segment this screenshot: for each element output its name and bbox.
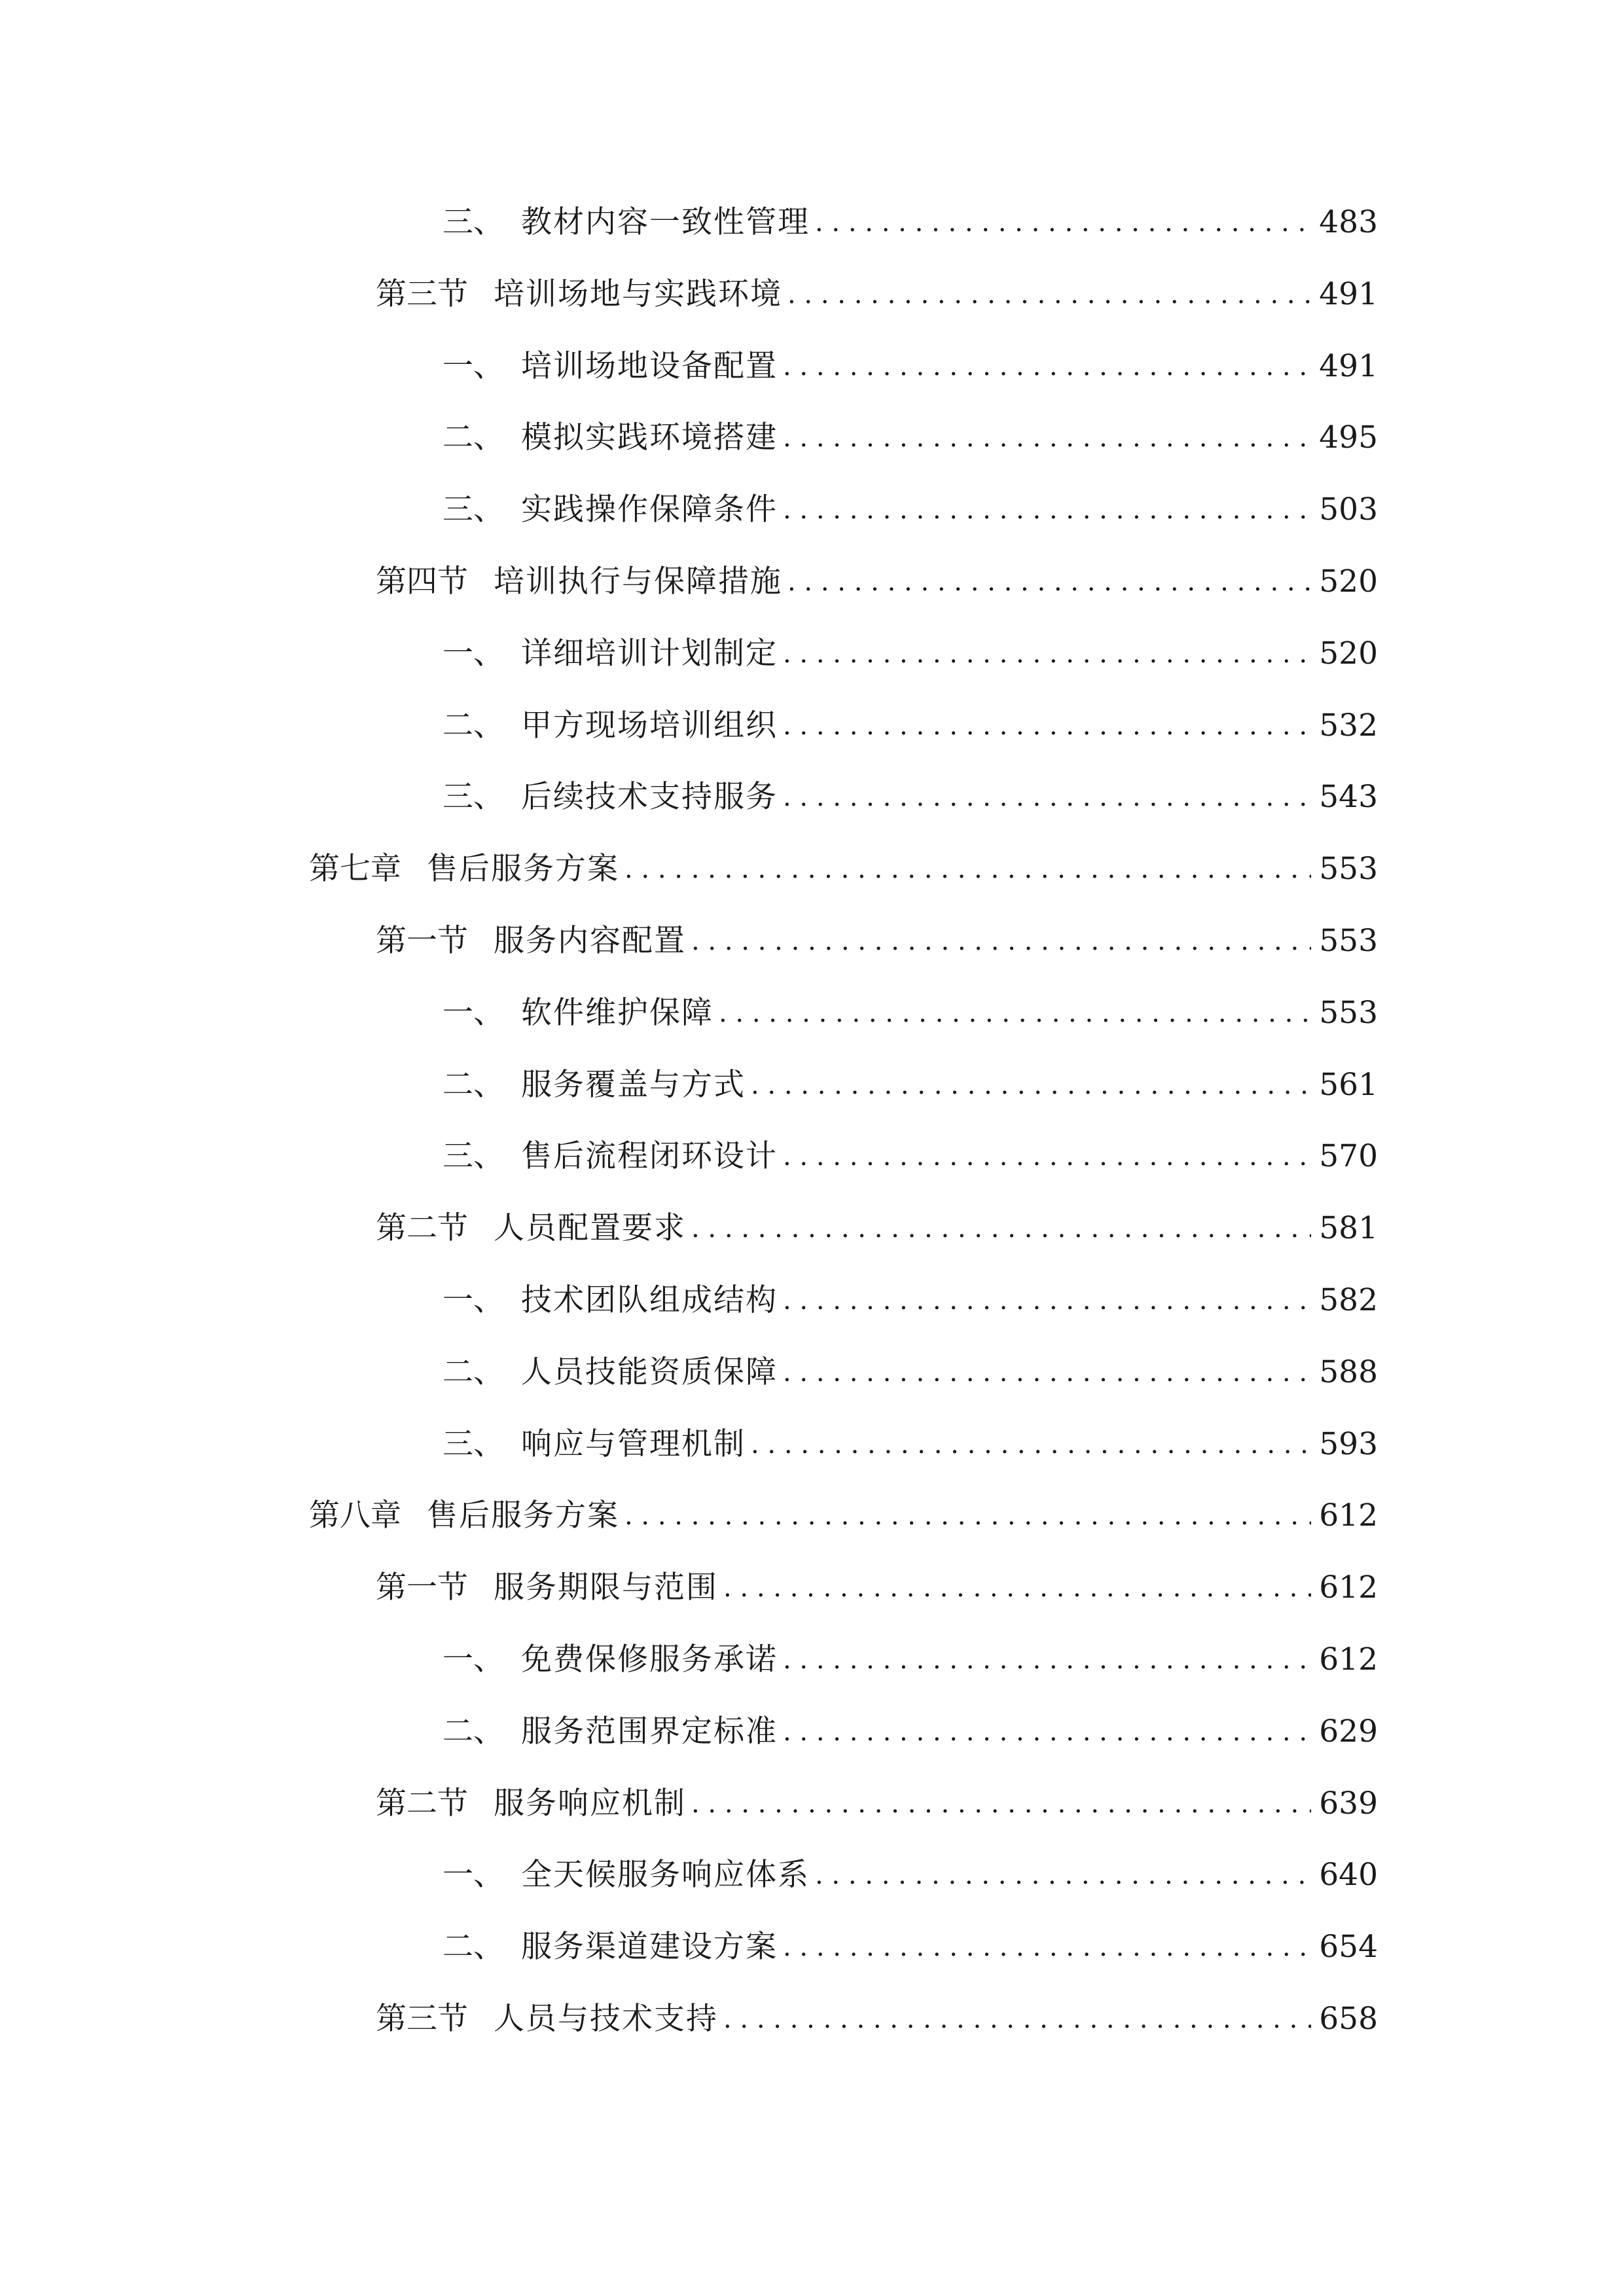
toc-entry-page-number: 612 <box>1319 1641 1378 1677</box>
toc-entry[interactable] <box>442 1412 1378 1464</box>
toc-dot-leader <box>751 1425 1311 1464</box>
toc-dot-leader <box>783 706 1311 745</box>
toc-entry[interactable] <box>442 980 1378 1033</box>
toc-entry-title: 模拟实践环境搭建 <box>521 420 778 456</box>
toc-entry-title: 售后服务方案 <box>427 1498 619 1534</box>
toc-entry-title: 培训执行与保障措施 <box>494 564 782 600</box>
toc-entry-prefix: 第七章 <box>309 851 401 887</box>
toc-entry-title: 人员与技术支持 <box>494 2001 718 2037</box>
toc-entry[interactable] <box>442 190 1378 242</box>
toc-entry-prefix: 二、 <box>442 1067 504 1103</box>
toc-entry-title: 服务内容配置 <box>494 923 686 959</box>
toc-entry-prefix: 一、 <box>442 1857 504 1893</box>
toc-entry-prefix: 一、 <box>442 1641 504 1677</box>
toc-dot-leader <box>751 1066 1311 1105</box>
toc-entry-prefix: 三、 <box>442 1138 504 1174</box>
toc-entry[interactable] <box>442 693 1378 745</box>
toc-entry-page-number: 654 <box>1319 1929 1378 1965</box>
toc-entry-page-number: 593 <box>1319 1426 1378 1462</box>
toc-dot-leader <box>787 275 1311 314</box>
toc-entry-prefix: 第二节 <box>376 1210 468 1246</box>
toc-dot-leader <box>783 1137 1311 1176</box>
toc-entry-page-number: 612 <box>1319 1498 1378 1534</box>
toc-entry-prefix: 第八章 <box>309 1498 401 1534</box>
toc-entry-title: 技术团队组成结构 <box>521 1282 778 1318</box>
toc-dot-leader <box>691 1209 1311 1248</box>
toc-dot-leader <box>719 994 1311 1033</box>
toc-entry-page-number: 561 <box>1319 1067 1378 1103</box>
toc-entry-title: 服务范围界定标准 <box>521 1713 778 1749</box>
toc-dot-leader <box>691 1784 1311 1823</box>
toc-entry-prefix: 二、 <box>442 1713 504 1749</box>
toc-entry-prefix: 二、 <box>442 708 504 744</box>
toc-dot-leader <box>691 922 1311 961</box>
toc-dot-leader <box>783 1353 1311 1392</box>
toc-entry-page-number: 640 <box>1319 1857 1378 1893</box>
toc-entry-title: 售后流程闭环设计 <box>521 1138 778 1174</box>
toc-entry-title: 服务响应机制 <box>494 1785 686 1821</box>
toc-entry-title: 人员技能资质保障 <box>521 1354 778 1390</box>
toc-entry[interactable] <box>442 1124 1378 1176</box>
toc-entry-page-number: 543 <box>1319 779 1378 815</box>
toc-entry-title: 全天候服务响应体系 <box>521 1857 810 1893</box>
toc-entry-page-number: 553 <box>1319 923 1378 959</box>
toc-entry-page-number: 570 <box>1319 1138 1378 1174</box>
toc-dot-leader <box>624 850 1311 889</box>
toc-entry-title: 服务覆盖与方式 <box>521 1067 746 1103</box>
toc-dot-leader <box>783 778 1311 817</box>
toc-entry-page-number: 520 <box>1319 636 1378 672</box>
toc-dot-leader <box>783 634 1311 673</box>
toc-entry[interactable] <box>376 1771 1378 1823</box>
toc-entry-prefix: 第三节 <box>376 276 468 312</box>
toc-entry[interactable] <box>376 1196 1378 1248</box>
toc-entry[interactable] <box>442 1627 1378 1679</box>
toc-entry-prefix: 第四节 <box>376 564 468 600</box>
toc-dot-leader <box>783 347 1311 386</box>
toc-entry[interactable] <box>376 549 1378 601</box>
toc-entry-title: 甲方现场培训组织 <box>521 708 778 744</box>
toc-entry-title: 教材内容一致性管理 <box>521 204 810 240</box>
toc-entry[interactable] <box>442 1914 1378 1967</box>
toc-dot-leader <box>815 203 1311 242</box>
toc-entry[interactable] <box>442 477 1378 529</box>
toc-entry-title: 实践操作保障条件 <box>521 492 778 528</box>
toc-entry-page-number: 629 <box>1319 1713 1378 1749</box>
toc-entry[interactable] <box>376 262 1378 314</box>
toc-entry-title: 服务期限与范围 <box>494 1570 718 1605</box>
toc-entry[interactable] <box>442 621 1378 673</box>
toc-entry-prefix: 一、 <box>442 1282 504 1318</box>
toc-entry-page-number: 503 <box>1319 492 1378 528</box>
toc-entry[interactable] <box>442 1842 1378 1895</box>
toc-entry-prefix: 二、 <box>442 420 504 456</box>
toc-entry-title: 售后服务方案 <box>427 851 619 887</box>
toc-entry-title: 免费保修服务承诺 <box>521 1641 778 1677</box>
toc-dot-leader <box>783 1281 1311 1320</box>
toc-entry-page-number: 553 <box>1319 995 1378 1031</box>
toc-entry[interactable] <box>442 1052 1378 1105</box>
toc-entry-prefix: 第二节 <box>376 1785 468 1821</box>
toc-entry-title: 人员配置要求 <box>494 1210 686 1246</box>
toc-entry[interactable] <box>376 1555 1378 1607</box>
toc-entry-prefix: 二、 <box>442 1929 504 1965</box>
toc-dot-leader <box>783 418 1311 457</box>
toc-entry-page-number: 588 <box>1319 1354 1378 1390</box>
toc-entry-prefix: 三、 <box>442 779 504 815</box>
toc-entry-page-number: 581 <box>1319 1210 1378 1246</box>
toc-entry-page-number: 639 <box>1319 1785 1378 1821</box>
toc-entry[interactable] <box>442 764 1378 817</box>
toc-entry[interactable] <box>309 1483 1378 1535</box>
toc-entry[interactable] <box>309 836 1378 889</box>
toc-entry-page-number: 483 <box>1319 204 1378 240</box>
toc-dot-leader <box>783 490 1311 529</box>
toc-entry[interactable] <box>442 1268 1378 1320</box>
toc-entry[interactable] <box>376 1986 1378 2039</box>
toc-dot-leader <box>723 1568 1311 1607</box>
toc-entry-title: 后续技术支持服务 <box>521 779 778 815</box>
toc-entry-page-number: 491 <box>1319 348 1378 384</box>
toc-entry-prefix: 二、 <box>442 1354 504 1390</box>
toc-entry-title: 详细培训计划制定 <box>521 636 778 672</box>
toc-entry[interactable] <box>442 1340 1378 1392</box>
toc-entry-page-number: 495 <box>1319 420 1378 456</box>
toc-entry-prefix: 三、 <box>442 204 504 240</box>
toc-entry-prefix: 一、 <box>442 995 504 1031</box>
toc-entry-prefix: 第一节 <box>376 923 468 959</box>
toc-entry-page-number: 520 <box>1319 564 1378 600</box>
toc-dot-leader <box>783 1712 1311 1751</box>
toc-entry-page-number: 491 <box>1319 276 1378 312</box>
toc-entry-prefix: 一、 <box>442 348 504 384</box>
toc-entry[interactable] <box>442 405 1378 457</box>
toc-dot-leader <box>783 1640 1311 1679</box>
toc-entry-prefix: 三、 <box>442 492 504 528</box>
toc-entry-title: 软件维护保障 <box>521 995 713 1031</box>
toc-entry-page-number: 612 <box>1319 1570 1378 1605</box>
toc-entry[interactable] <box>442 334 1378 386</box>
toc-entry-prefix: 第三节 <box>376 2001 468 2037</box>
toc-entry-page-number: 532 <box>1319 708 1378 744</box>
toc-entry-title: 培训场地设备配置 <box>521 348 778 384</box>
toc-entry[interactable] <box>376 908 1378 961</box>
toc-entry-page-number: 658 <box>1319 2001 1378 2037</box>
toc-entry-title: 培训场地与实践环境 <box>494 276 782 312</box>
toc-entry-prefix: 第一节 <box>376 1570 468 1605</box>
toc-entry-title: 响应与管理机制 <box>521 1426 746 1462</box>
toc-dot-leader <box>783 1928 1311 1967</box>
toc-entry[interactable] <box>442 1699 1378 1751</box>
toc-dot-leader <box>723 2000 1311 2039</box>
toc-entry-prefix: 三、 <box>442 1426 504 1462</box>
toc-entry-page-number: 582 <box>1319 1282 1378 1318</box>
toc-entry-prefix: 一、 <box>442 636 504 672</box>
toc-dot-leader <box>815 1856 1311 1895</box>
toc-entry-page-number: 553 <box>1319 851 1378 887</box>
toc-dot-leader <box>787 562 1311 601</box>
toc-dot-leader <box>624 1496 1311 1535</box>
toc-entry-title: 服务渠道建设方案 <box>521 1929 778 1965</box>
